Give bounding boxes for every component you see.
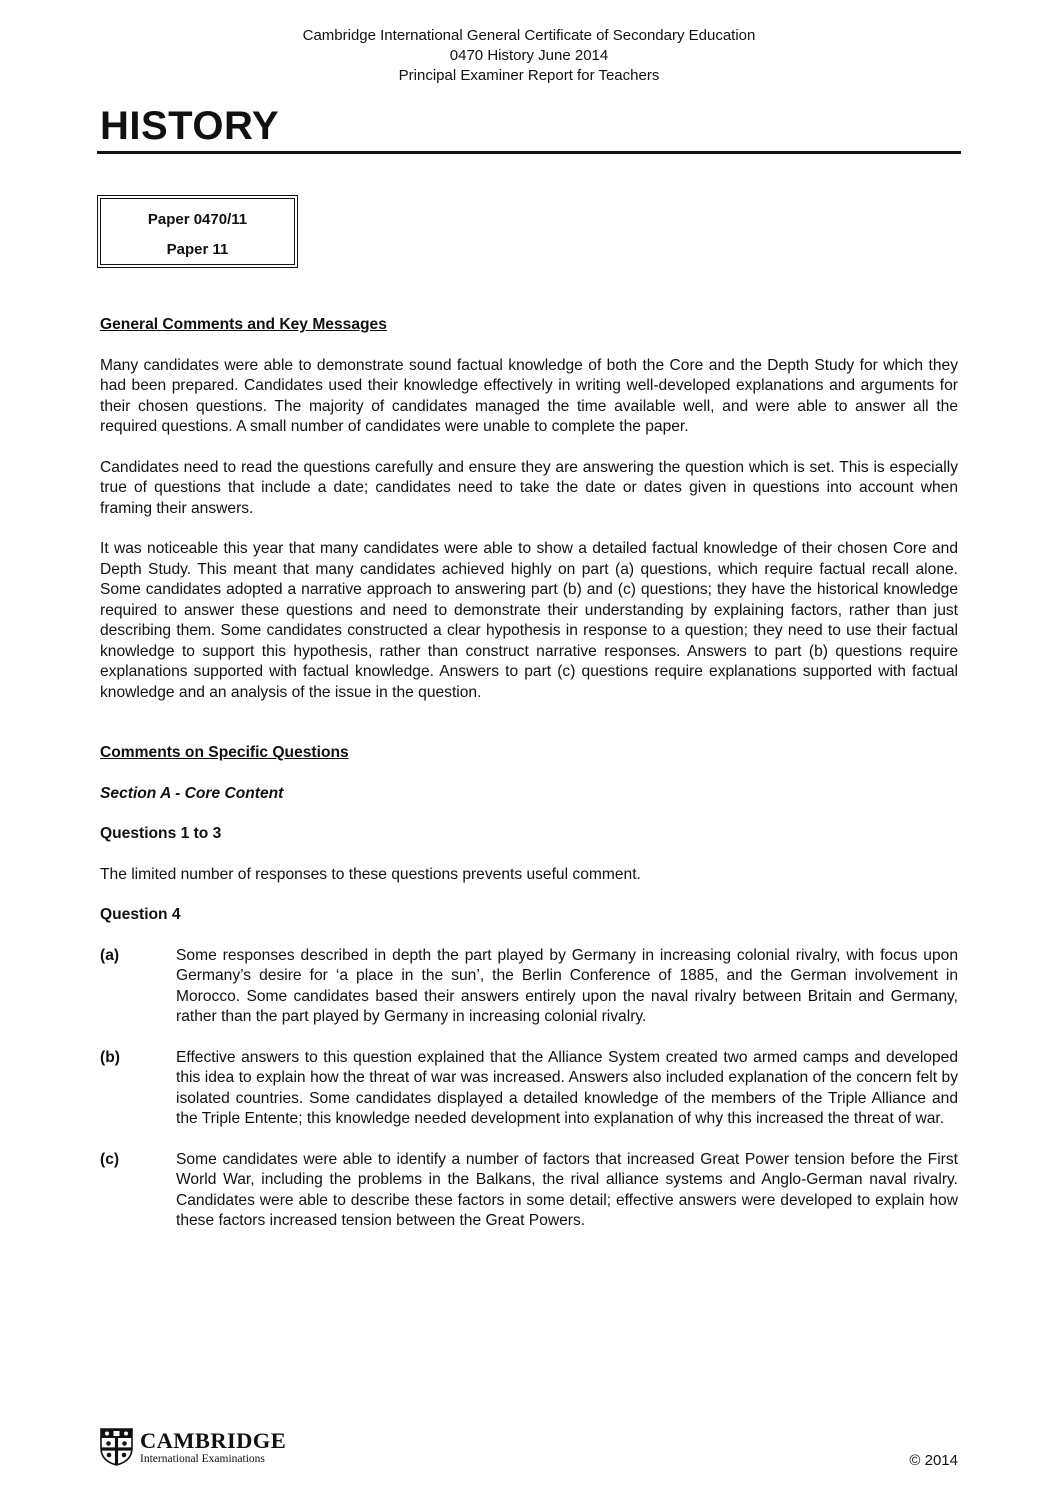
header-report-type: Principal Examiner Report for Teachers [398,67,660,84]
paper-box [97,195,298,268]
question-part-label: (b) [100,1048,120,1066]
question-4a [100,946,958,1028]
general-paragraph-2: Candidates need to read the questions carefully and ensure they are answering the question which is set. This is especially true of questions that include a date; candidates need to take the date or dates given in questions into account when framing their answers. [100,458,958,517]
header-syllabus: 0470 History June 2014 [449,47,609,64]
crest-icon [100,1428,133,1466]
question-part-label: (a) [100,946,120,964]
question-part-text: Some responses described in depth the part played by Germany in increasing colonial rivalry, with focus upon Germany’s desire for ‘a place in the sun’, the Berlin Conference of 1885, and the German involvement in Morocco. Some candidates based their answers entirely upon the naval rivalry between Britain and Germany, rather than the part played by Germany in increasing colonial rivalry. [176,946,958,1025]
header-qualification: Cambridge International General Certificate of Secondary Education [302,27,756,44]
questions-1-to-3-heading: Questions 1 to 3 [100,825,222,842]
general-paragraph-3: It was noticeable this year that many candidates were able to show a detailed factual knowledge of their chosen Core and Depth Study. This meant that many candidates achieved highly on part (a) questions, which require factual recall alone. Some candidates adopted a narrative approach to answering part (b) and (c) questions; they have the historical knowledge required to answer these questions and need to demonstrate their understanding by explaining factors, rather than just describing them. Some candidates constructed a clear hypothesis in response to a question; they need to use their factual knowledge to support this hypothesis, rather than construct narrative responses. Answers to part (b) questions require explanations supported with factual knowledge. Answers to part (c) questions require explanations supported with factual knowledge and an analysis of the issue in the question. [100,540,958,701]
cambridge-logo [100,1428,320,1468]
copyright-notice: © 2014 [909,1452,958,1469]
question-4c [100,1150,958,1232]
paper-name: Paper 11 [166,241,229,258]
document-header [0,26,1058,86]
report-content [100,315,958,1232]
question-part-label: (c) [100,1150,120,1168]
questions-1-to-3-text: The limited number of responses to these questions prevents useful comment. [100,865,641,883]
question-4-heading: Question 4 [100,906,181,923]
logo-subtitle: International Examinations [140,1453,265,1465]
general-comments-heading: General Comments and Key Messages [100,316,387,333]
logo-wordmark: CAMBRIDGE [140,1428,287,1453]
title-rule [97,151,961,154]
section-a-heading: Section A - Core Content [100,784,284,802]
general-paragraph-1: Many candidates were able to demonstrate sound factual knowledge of both the Core and the Depth Study for which they had been prepared. Candidates used their knowledge effectively in writing well-developed explanations and arguments for their chosen questions. The majority of candidates managed the time available well, and were able to answer all the required questions. A small number of candidates were unable to complete the paper. [100,356,958,435]
specific-questions-heading: Comments on Specific Questions [100,744,349,761]
question-part-text: Some candidates were able to identify a number of factors that increased Great Power tension before the First World War, including the problems in the Balkans, the rival alliance systems and Anglo-German naval rivalry. Candidates were able to describe these factors in some detail; effective answers were developed to explain how these factors increased tension between the Great Powers. [176,1150,958,1229]
question-part-text: Effective answers to this question explained that the Alliance System created two armed camps and developed this idea to explain how the threat of war was increased. Answers also included explanation of the concern felt by isolated countries. Some candidates displayed a detailed knowledge of the members of the Triple Alliance and the Triple Entente; this knowledge needed development into explanation of why this increased the threat of war. [176,1048,958,1127]
paper-code: Paper 0470/11 [147,211,248,228]
question-4b [100,1048,958,1130]
subject-title: HISTORY [100,104,280,148]
